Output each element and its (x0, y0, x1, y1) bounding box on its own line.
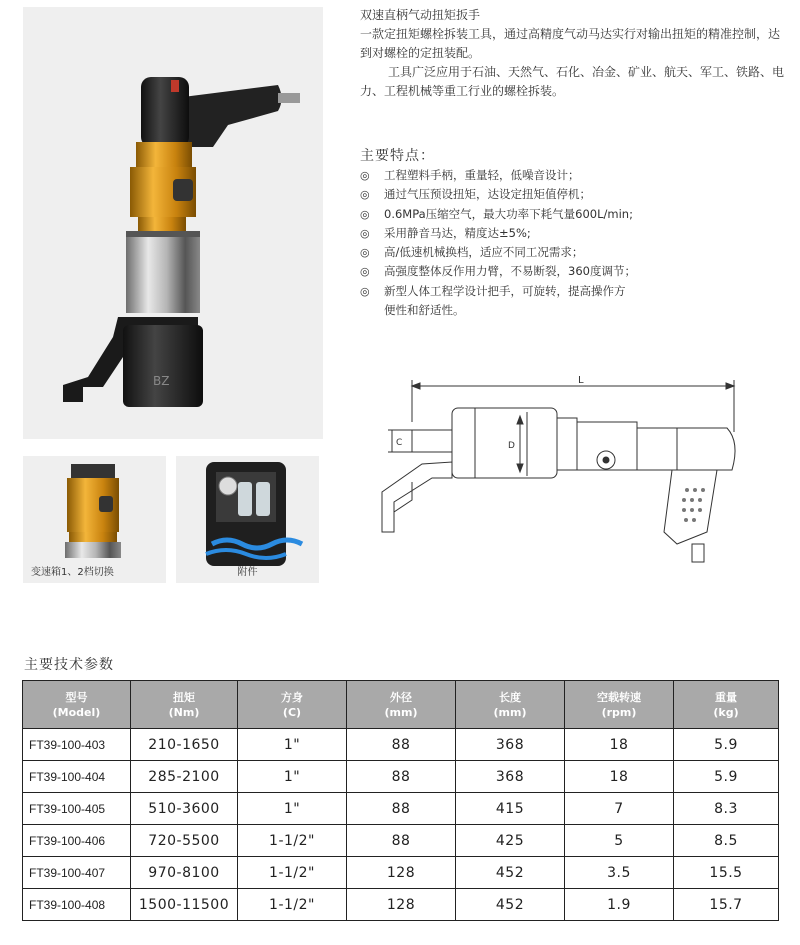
header-torque: 扭矩 (Nm) (131, 681, 238, 729)
pneumatic-wrench-illustration (23, 7, 323, 439)
gearbox-caption: 变速箱1、2档切换 (31, 567, 114, 578)
bullet-icon: ◎ (360, 246, 370, 260)
table-row: FT39-100-407 970-8100 1-1/2" 128 452 3.5 15.5 (23, 857, 779, 889)
feature-item: ◎ 工程塑料手柄，重量轻，低噪音设计； (360, 166, 780, 185)
label-D: D (508, 441, 515, 451)
header-weight: 重量 (kg) (674, 681, 779, 729)
bullet-icon: ◎ (360, 207, 370, 221)
bullet-icon: ◎ (360, 226, 370, 240)
feature-item: ◎ 新型人体工程学设计把手，可旋转，提高操作方 (360, 282, 780, 301)
header-diameter: 外径 (mm) (347, 681, 456, 729)
brand-mark: BZ (153, 374, 170, 388)
label-C: C (396, 438, 403, 448)
product-photo (23, 7, 323, 439)
feature-item: ◎ 0.6MPa压缩空气，最大功率下耗气量600L/min; (360, 205, 780, 224)
label-L: L (578, 375, 584, 386)
header-speed: 空载转速 (rpm) (565, 681, 674, 729)
header-length: 长度 (mm) (456, 681, 565, 729)
table-row: FT39-100-408 1500-11500 1-1/2" 128 452 1.9 15.7 (23, 889, 779, 921)
spec-table (22, 680, 779, 921)
dimension-drawing (372, 372, 742, 582)
bullet-icon: ◎ (360, 169, 370, 182)
product-title: 双速直柄气动扭矩扳手 (360, 8, 481, 22)
bullet-icon: ◎ (360, 265, 370, 279)
table-row: FT39-100-405 510-3600 1" 88 415 7 8.3 (23, 793, 779, 825)
feature-continuation: 便性和舒适性。 (384, 303, 465, 318)
bullet-icon: ◎ (360, 284, 370, 298)
product-intro (360, 6, 790, 101)
table-row: FT39-100-403 210-1650 1" 88 368 18 5.9 (23, 729, 779, 761)
bullet-icon: ◎ (360, 188, 370, 202)
feature-item: ◎ 高/低速机械换档，适应不同工况需求； (360, 243, 780, 262)
spec-title: 主要技术参数 (24, 657, 114, 673)
feature-item: ◎ 通过气压预设扭矩，达设定扭矩值停机； (360, 185, 780, 204)
intro-paragraph-1: 一款定扭矩螺栓拆装工具，通过高精度气动马达实行对输出扭矩的精准控制，达到对螺栓的定扭装配。 (360, 27, 781, 60)
features-title: 主要特点： (360, 148, 435, 164)
gearbox-photo (23, 456, 166, 583)
accessory-caption: 附件 (237, 567, 258, 578)
features-list (360, 166, 780, 320)
feature-item: ◎ 采用静音马达，精度达±5%; (360, 224, 780, 243)
accessory-photo (176, 456, 319, 583)
feature-item: ◎ 高强度整体反作用力臂，不易断裂，360度调节； (360, 262, 780, 281)
header-model: 型号 (Model) (23, 681, 131, 729)
intro-paragraph-2: 工具广泛应用于石油、天然气、石化、冶金、矿业、航天、军工、铁路、电力、工程机械等重工行业的螺栓拆装。 (360, 65, 785, 98)
header-square-drive: 方身 (C) (238, 681, 347, 729)
table-row: FT39-100-406 720-5500 1-1/2" 88 425 5 8.5 (23, 825, 779, 857)
technical-drawing (372, 372, 742, 582)
table-header-row (23, 681, 779, 729)
table-row: FT39-100-404 285-2100 1" 88 368 18 5.9 (23, 761, 779, 793)
